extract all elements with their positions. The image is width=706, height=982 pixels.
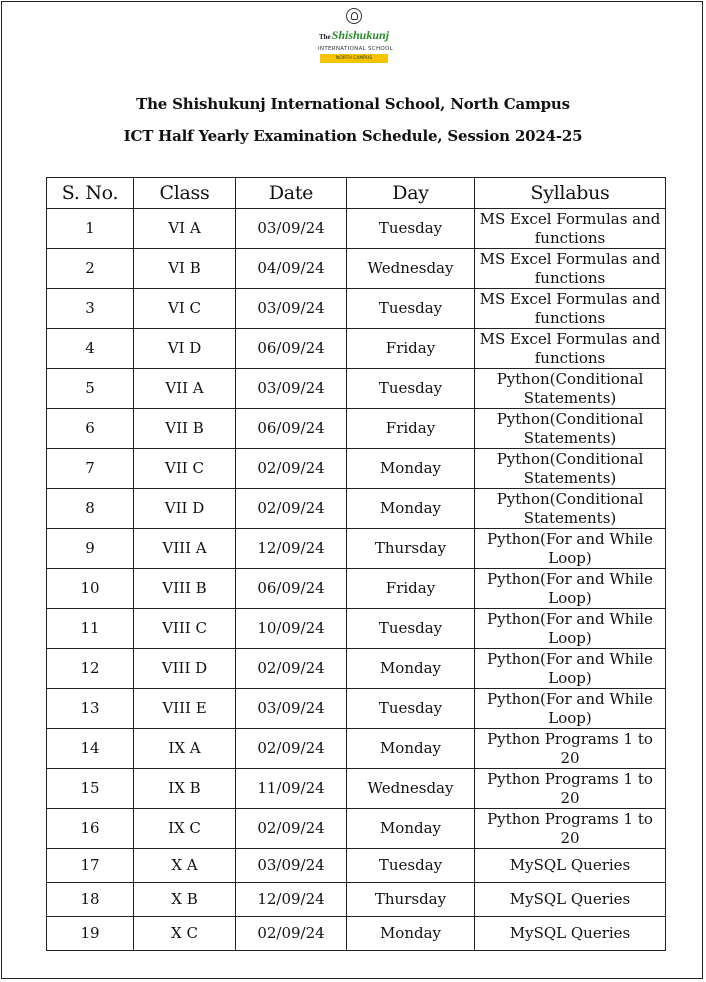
- table-row: [47, 369, 666, 409]
- cell-date: 12/09/24: [236, 529, 347, 569]
- table-row: [47, 649, 666, 689]
- cell-syllabus: Python(Conditional Statements): [475, 409, 666, 449]
- cell-sno: 15: [47, 769, 134, 809]
- cell-day: Friday: [347, 569, 475, 609]
- cell-date: 02/09/24: [236, 489, 347, 529]
- cell-day: Tuesday: [347, 369, 475, 409]
- cell-date: 02/09/24: [236, 649, 347, 689]
- cell-date: 06/09/24: [236, 569, 347, 609]
- table-row: [47, 529, 666, 569]
- cell-syllabus: MS Excel Formulas and functions: [475, 249, 666, 289]
- cell-syllabus: Python(Conditional Statements): [475, 369, 666, 409]
- table-row: [47, 883, 666, 917]
- column-header-sno: S. No.: [47, 178, 134, 209]
- cell-date: 02/09/24: [236, 809, 347, 849]
- cell-class: X A: [134, 849, 236, 883]
- cell-sno: 3: [47, 289, 134, 329]
- cell-syllabus: Python(For and While Loop): [475, 649, 666, 689]
- cell-class: VI A: [134, 209, 236, 249]
- logo-name: Shishukunj: [331, 28, 390, 42]
- cell-syllabus: Python Programs 1 to 20: [475, 769, 666, 809]
- cell-day: Thursday: [347, 883, 475, 917]
- cell-class: VIII B: [134, 569, 236, 609]
- cell-day: Monday: [347, 449, 475, 489]
- cell-syllabus: MySQL Queries: [475, 917, 666, 951]
- cell-sno: 17: [47, 849, 134, 883]
- cell-date: 11/09/24: [236, 769, 347, 809]
- cell-syllabus: MS Excel Formulas and functions: [475, 289, 666, 329]
- cell-class: VIII D: [134, 649, 236, 689]
- cell-sno: 5: [47, 369, 134, 409]
- cell-class: IX C: [134, 809, 236, 849]
- cell-date: 06/09/24: [236, 409, 347, 449]
- cell-day: Monday: [347, 917, 475, 951]
- cell-sno: 16: [47, 809, 134, 849]
- cell-day: Friday: [347, 409, 475, 449]
- table-row: [47, 249, 666, 289]
- school-logo: [318, 8, 394, 68]
- cell-day: Monday: [347, 649, 475, 689]
- cell-sno: 13: [47, 689, 134, 729]
- cell-date: 04/09/24: [236, 249, 347, 289]
- cell-day: Wednesday: [347, 769, 475, 809]
- cell-date: 12/09/24: [236, 883, 347, 917]
- cell-class: VII A: [134, 369, 236, 409]
- logo-the: The: [318, 33, 331, 41]
- cell-sno: 11: [47, 609, 134, 649]
- cell-date: 02/09/24: [236, 729, 347, 769]
- column-header-day: Day: [347, 178, 475, 209]
- cell-date: 03/09/24: [236, 209, 347, 249]
- cell-class: VII D: [134, 489, 236, 529]
- cell-sno: 14: [47, 729, 134, 769]
- cell-class: VIII C: [134, 609, 236, 649]
- cell-class: VII C: [134, 449, 236, 489]
- cell-syllabus: Python Programs 1 to 20: [475, 809, 666, 849]
- cell-sno: 7: [47, 449, 134, 489]
- exam-schedule-table: [46, 177, 666, 951]
- cell-day: Thursday: [347, 529, 475, 569]
- cell-date: 03/09/24: [236, 849, 347, 883]
- column-header-class: Class: [134, 178, 236, 209]
- cell-day: Tuesday: [347, 209, 475, 249]
- cell-day: Monday: [347, 729, 475, 769]
- cell-sno: 8: [47, 489, 134, 529]
- cell-sno: 2: [47, 249, 134, 289]
- column-header-syllabus: Syllabus: [475, 178, 666, 209]
- cell-date: 06/09/24: [236, 329, 347, 369]
- cell-class: VI B: [134, 249, 236, 289]
- cell-syllabus: Python(For and While Loop): [475, 529, 666, 569]
- table-row: [47, 329, 666, 369]
- cell-class: VII B: [134, 409, 236, 449]
- cell-syllabus: MySQL Queries: [475, 883, 666, 917]
- cell-day: Tuesday: [347, 849, 475, 883]
- cell-syllabus: MS Excel Formulas and functions: [475, 209, 666, 249]
- table-row: [47, 729, 666, 769]
- logo-campus-band: NORTH CAMPUS: [320, 54, 388, 63]
- cell-date: 02/09/24: [236, 449, 347, 489]
- cell-class: X C: [134, 917, 236, 951]
- cell-syllabus: Python(Conditional Statements): [475, 489, 666, 529]
- schedule-title-heading: ICT Half Yearly Examination Schedule, Session 2024-25: [123, 127, 583, 145]
- school-seal-icon: [346, 8, 362, 24]
- cell-date: 03/09/24: [236, 369, 347, 409]
- table-row: [47, 409, 666, 449]
- table-row: [47, 769, 666, 809]
- cell-class: VIII E: [134, 689, 236, 729]
- cell-sno: 18: [47, 883, 134, 917]
- school-name-heading: The Shishukunj International School, North Campus: [136, 95, 570, 113]
- column-header-date: Date: [236, 178, 347, 209]
- table-row: [47, 569, 666, 609]
- cell-day: Monday: [347, 489, 475, 529]
- table-row: [47, 289, 666, 329]
- cell-sno: 1: [47, 209, 134, 249]
- cell-day: Friday: [347, 329, 475, 369]
- cell-class: IX A: [134, 729, 236, 769]
- table-row: [47, 849, 666, 883]
- cell-date: 03/09/24: [236, 689, 347, 729]
- cell-date: 03/09/24: [236, 289, 347, 329]
- cell-class: IX B: [134, 769, 236, 809]
- cell-day: Tuesday: [347, 609, 475, 649]
- cell-sno: 9: [47, 529, 134, 569]
- table-row: [47, 917, 666, 951]
- cell-syllabus: MS Excel Formulas and functions: [475, 329, 666, 369]
- logo-international: INTERNATIONAL SCHOOL: [318, 46, 394, 52]
- cell-day: Tuesday: [347, 689, 475, 729]
- cell-sno: 19: [47, 917, 134, 951]
- cell-sno: 4: [47, 329, 134, 369]
- cell-syllabus: Python(For and While Loop): [475, 609, 666, 649]
- logo-wordmark: [318, 28, 390, 44]
- cell-day: Monday: [347, 809, 475, 849]
- table-row: [47, 489, 666, 529]
- cell-syllabus: Python(For and While Loop): [475, 689, 666, 729]
- cell-class: X B: [134, 883, 236, 917]
- table-row: [47, 449, 666, 489]
- cell-syllabus: MySQL Queries: [475, 849, 666, 883]
- table-row: [47, 209, 666, 249]
- cell-date: 02/09/24: [236, 917, 347, 951]
- cell-day: Tuesday: [347, 289, 475, 329]
- cell-class: VIII A: [134, 529, 236, 569]
- cell-syllabus: Python(For and While Loop): [475, 569, 666, 609]
- cell-class: VI C: [134, 289, 236, 329]
- table-row: [47, 609, 666, 649]
- cell-date: 10/09/24: [236, 609, 347, 649]
- cell-class: VI D: [134, 329, 236, 369]
- cell-sno: 12: [47, 649, 134, 689]
- cell-syllabus: Python Programs 1 to 20: [475, 729, 666, 769]
- cell-sno: 10: [47, 569, 134, 609]
- cell-day: Wednesday: [347, 249, 475, 289]
- cell-sno: 6: [47, 409, 134, 449]
- cell-syllabus: Python(Conditional Statements): [475, 449, 666, 489]
- table-row: [47, 689, 666, 729]
- table-header-row: [47, 178, 666, 209]
- table-row: [47, 809, 666, 849]
